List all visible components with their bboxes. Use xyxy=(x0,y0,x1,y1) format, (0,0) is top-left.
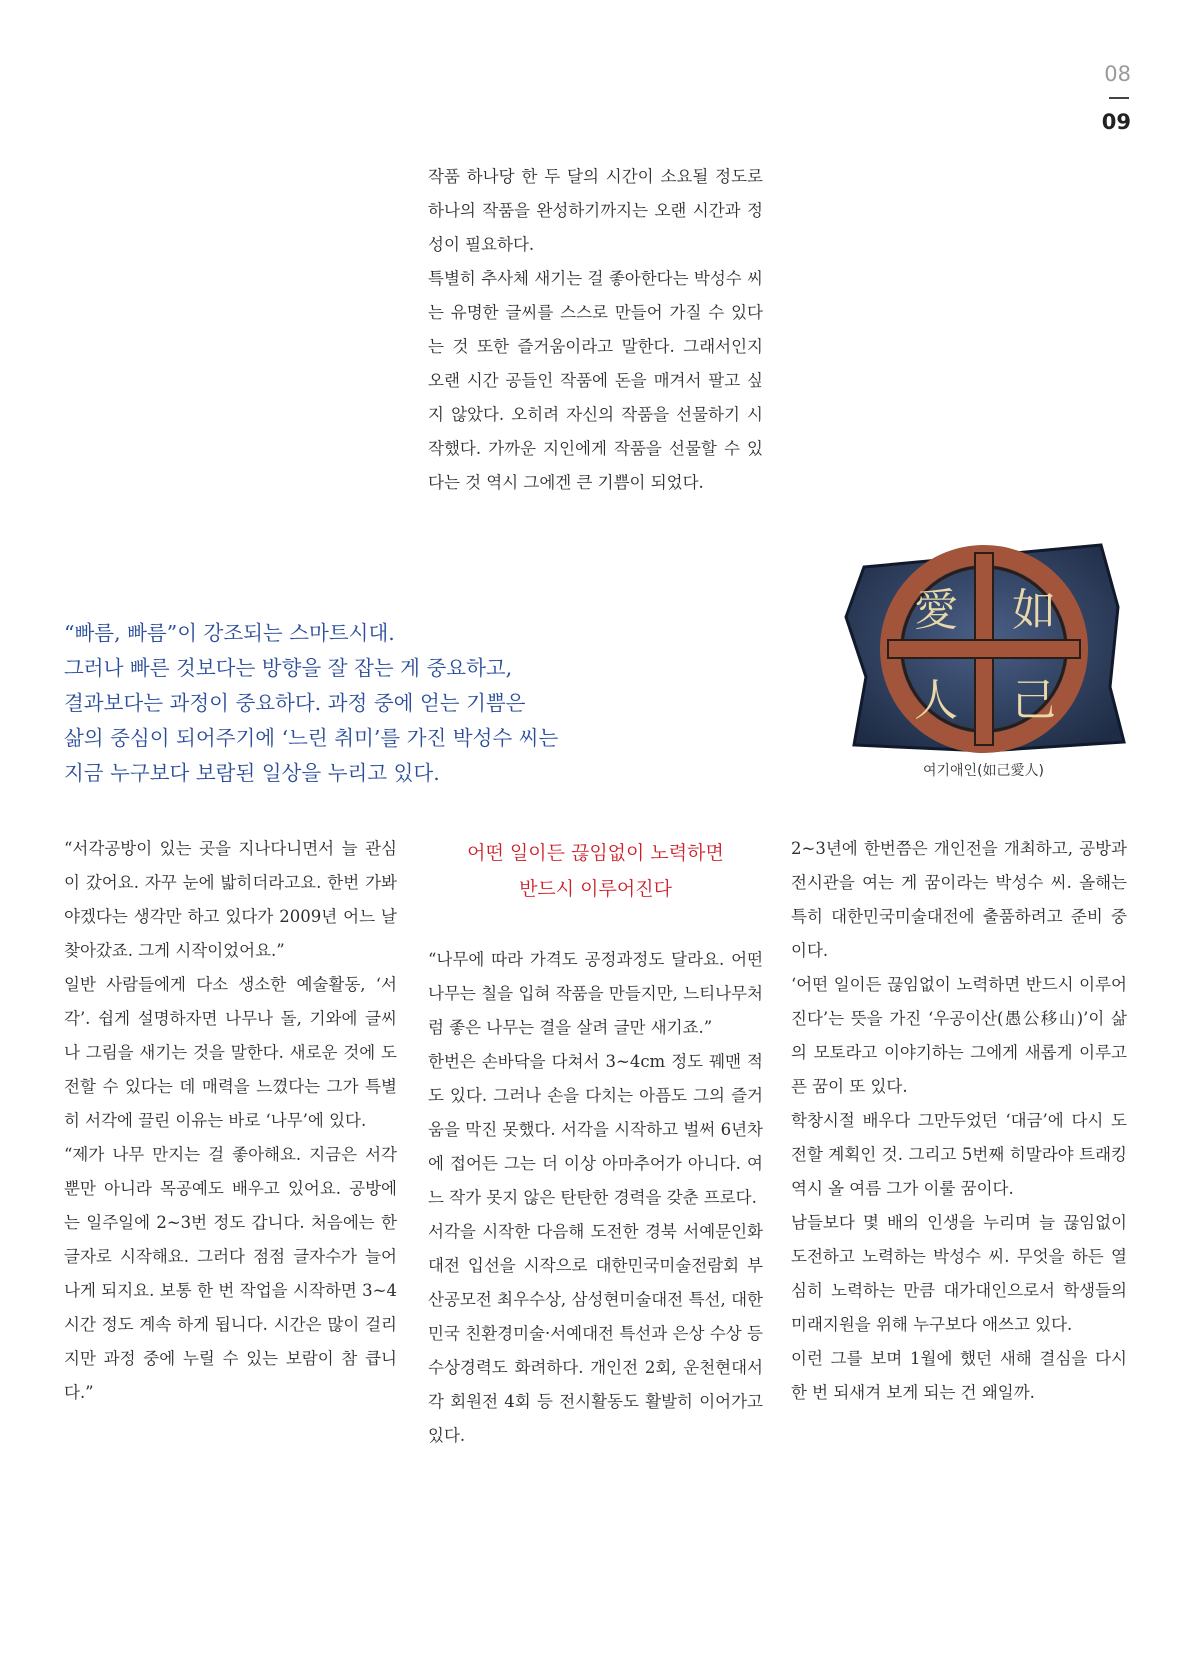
pull-quote-line: “빠름, 빠름”이 강조되는 스마트시대. xyxy=(64,621,395,645)
plaque-char: 己 xyxy=(1012,675,1056,726)
plaque-char: 如 xyxy=(1012,585,1056,636)
paragraph: 작품 하나당 한 두 달의 시간이 소요될 정도로 하나의 작품을 완성하기까지는 오랜 시간과 정성이 필요하다. xyxy=(428,167,763,254)
paragraph: 특별히 추사체 새기는 걸 좋아한다는 박성수 씨는 유명한 글씨를 스스로 만들어 가질 수 있다는 것 또한 즐거움이라고 말한다. 그래서인지 오랜 시간 공들인 작품에 돈을 매겨서 팔고 싶지 않았다. 오히려 자신의 작품을 선물하기 시작했다. 가까운 지인에게 작품을 선물할 수 있다는 것 역시 그에겐 큰 기쁨이 되었다. xyxy=(428,269,763,492)
section-subheading xyxy=(428,835,763,907)
subheading-line: 반드시 이루어진다 xyxy=(519,878,672,900)
subheading-line: 어떤 일이든 끊임없이 노력하면 xyxy=(467,842,724,864)
paragraph: 학창시절 배우다 그만두었던 ‘대금’에 다시 도전할 계획인 것. 그리고 5번째 히말라야 트래킹 역시 올 여름 그가 이룰 꿈이다. xyxy=(791,1111,1127,1198)
plaque-char: 人 xyxy=(914,675,958,726)
paragraph: “제가 나무 만지는 걸 좋아해요. 지금은 서각 뿐만 아니라 목공예도 배우고 있어요. 공방에는 일주일에 2~3번 정도 갑니다. 처음에는 한 글자로 시작해요. 그러다 점점 글자수가 늘어나게 되지요. 보통 한 번 작업을 시작하면 3~4시간 정도 계속 하게 됩니다. 시간은 많이 걸리지만 과정 중에 누릴 수 있는 보람이 참 큽니다.” xyxy=(64,1145,397,1402)
paragraph: ‘어떤 일이든 끊임없이 노력하면 반드시 이루어진다’는 뜻을 가진 ‘우공이산(愚公移山)’이 삶의 모토라고 이야기하는 그에게 새롭게 이루고픈 꿈이 또 있다. xyxy=(791,975,1127,1096)
pull-quote xyxy=(64,616,624,791)
plaque-char: 愛 xyxy=(914,585,958,636)
paragraph: 이런 그를 보며 1월에 했던 새해 결심을 다시 한 번 되새겨 보게 되는 건 왜일까. xyxy=(791,1349,1127,1402)
pull-quote-line: 결과보다는 과정이 중요하다. 과정 중에 얻는 기쁨은 xyxy=(64,691,526,715)
pull-quote-line: 그러나 빠른 것보다는 방향을 잘 잡는 게 중요하고, xyxy=(64,656,513,680)
paragraph: 서각을 시작한 다음해 도전한 경북 서예문인화대전 입선을 시작으로 대한민국미술전람회 부산공모전 최우수상, 삼성현미술대전 특선, 대한민국 친환경미술·서예대전 특선과 은상 수상 등 수상경력도 화려하다. 개인전 2회, 운천현대서각 회원전 4회 등 전시활동도 활발히 이어가고 있다. xyxy=(428,1222,763,1445)
paragraph: 2~3년에 한번쯤은 개인전을 개최하고, 공방과 전시관을 여는 게 꿈이라는 박성수 씨. 올해는 특히 대한민국미술대전에 출품하려고 준비 중이다. xyxy=(791,839,1127,960)
paragraph: “나무에 따라 가격도 공정과정도 달라요. 어떤 나무는 칠을 입혀 작품을 만들지만, 느티나무처럼 좋은 나무는 결을 살려 글만 새기죠.” xyxy=(428,950,763,1037)
body-column-1 xyxy=(64,832,397,1410)
pull-quote-line: 삶의 중심이 되어주기에 ‘느린 취미’를 가진 박성수 씨는 xyxy=(64,726,559,750)
body-column-2 xyxy=(428,943,763,1453)
body-column-3 xyxy=(791,832,1127,1410)
artwork-caption: 여기애인(如己愛人) xyxy=(922,763,1045,779)
paragraph: 한번은 손바닥을 다쳐서 3~4cm 정도 꿰맨 적도 있다. 그러나 손을 다치는 아픔도 그의 즐거움을 막진 못했다. 서각을 시작하고 벌써 6년차에 접어든 그는 더 이상 아마추어가 아니다. 여느 작가 못지 않은 탄탄한 경력을 갖춘 프로다. xyxy=(428,1052,763,1207)
paragraph: “서각공방이 있는 곳을 지나다니면서 늘 관심이 갔어요. 자꾸 눈에 밟히더라고요. 한번 가봐야겠다는 생각만 하고 있다가 2009년 어느 날 찾아갔죠. 그게 시작이었어요.” xyxy=(64,839,397,960)
paragraph: 일반 사람들에게 다소 생소한 예술활동, ‘서각’. 쉽게 설명하자면 나무나 돌, 기와에 글씨나 그림을 새기는 것을 말한다. 새로운 것에 도전할 수 있다는 데 매력을 느꼈다는 그가 특별히 서각에 끌린 이유는 바로 ‘나무’에 있다. xyxy=(64,975,397,1130)
plaque-cross-horizontal xyxy=(888,640,1080,658)
pull-quote-line: 지금 누구보다 보람된 일상을 누리고 있다. xyxy=(64,761,440,785)
page-number-left: 08 xyxy=(1104,62,1131,86)
page-number-right: 09 xyxy=(1101,110,1131,134)
page-number-divider xyxy=(1109,97,1129,99)
artwork-image xyxy=(836,537,1131,757)
paragraph: 남들보다 몇 배의 인생을 누리며 늘 끊임없이 도전하고 노력하는 박성수 씨. 무엇을 하든 열심히 노력하는 만큼 대가대인으로서 학생들의 미래지원을 위해 누구보다 애쓰고 있다. xyxy=(791,1213,1127,1334)
carved-plaque-illustration xyxy=(836,537,1131,757)
top-body-column xyxy=(428,160,763,500)
